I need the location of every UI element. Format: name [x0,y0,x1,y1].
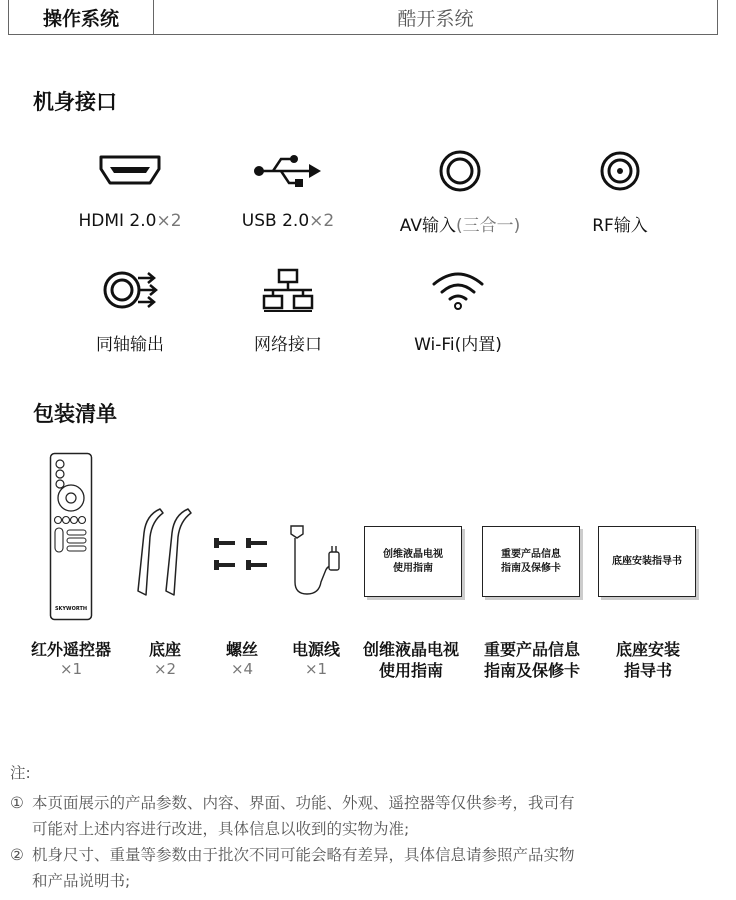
pkg-label: 底座 [148,640,181,659]
port-mult: (三合一) [455,216,521,236]
pkg-qty: ×2 [153,660,177,678]
notes-title: 注: [10,764,31,782]
pkg-qty: ×1 [59,660,83,678]
port-hdmi [55,147,205,231]
port-label: HDMI 2.0 [78,211,157,231]
hdmi-icon [55,147,205,195]
booklet-stand-install [598,526,696,597]
port-label: 网络接口 [254,335,322,355]
booklet-text: 指南及保修卡 [501,562,561,574]
pkg-label-line: 重要产品信息 [483,640,580,659]
port-network [213,266,363,355]
booklet-user-guide [364,526,462,597]
pkg-label-line: 指导书 [623,661,672,680]
note-number: ② [10,846,24,864]
wifi-icon [383,266,533,314]
booklet-text: 创维液晶电视 [383,548,443,560]
screws-image [212,534,272,578]
coaxial-output-icon [55,266,205,314]
pkg-qty: ×4 [230,660,254,678]
port-mult: ×2 [309,211,335,231]
package-section-title: 包装清单 [33,402,117,426]
rf-coax-icon [545,147,695,195]
port-rf [545,147,695,236]
note-line: 本页面展示的产品参数、内容、界面、功能、外观、遥控器等仅供参考，我司有 [32,794,575,812]
network-icon [213,266,363,314]
port-label: RF输入 [592,216,648,236]
spec-key: 操作系统 [9,0,154,34]
port-label: USB 2.0 [241,211,310,231]
booklet-text: 使用指南 [393,562,433,574]
port-label: AV输入 [399,216,456,236]
av-jack-icon [385,147,535,195]
remote-brand: SKYWORTH [54,606,88,612]
power-cord-image [285,522,345,602]
pkg-label [356,639,466,681]
port-label: Wi-Fi(内置) [414,335,502,355]
spec-table [8,0,718,35]
pkg-qty: ×1 [304,660,328,678]
stand-image [130,503,200,603]
pkg-label: 电源线 [291,640,340,659]
note-item [10,842,725,894]
port-mult: ×2 [156,211,182,231]
pkg-label: 螺丝 [225,640,258,659]
port-av [385,147,535,236]
port-label: 同轴输出 [96,335,164,355]
usb-icon [213,147,363,195]
note-line: 可能对上述内容进行改进，具体信息以收到的实物为准; [32,820,410,838]
notes [10,760,725,894]
pkg-label-line: 底座安装 [615,640,680,659]
port-coaxial-out [55,266,205,355]
pkg-label-line: 创维液晶电视 [362,640,459,659]
spec-value: 酷开系统 [397,7,474,30]
pkg-label: 红外遥控器 [30,640,111,659]
pkg-label [477,639,587,681]
booklet-text: 底座安装指导书 [612,555,682,567]
booklet-warranty [482,526,580,597]
note-line: 机身尺寸、重量等参数由于批次不同可能会略有差异，具体信息请参照产品实物 [32,846,575,864]
pkg-label-line: 指南及保修卡 [483,661,580,680]
port-wifi [383,266,533,355]
ports-section-title: 机身接口 [33,90,117,114]
pkg-label [593,639,703,681]
pkg-label-line: 使用指南 [378,661,443,680]
note-item [10,790,725,842]
port-usb [213,147,363,231]
booklet-text: 重要产品信息 [501,548,561,560]
note-number: ① [10,794,24,812]
note-line: 和产品说明书; [32,872,131,890]
remote-control-image [49,452,93,626]
